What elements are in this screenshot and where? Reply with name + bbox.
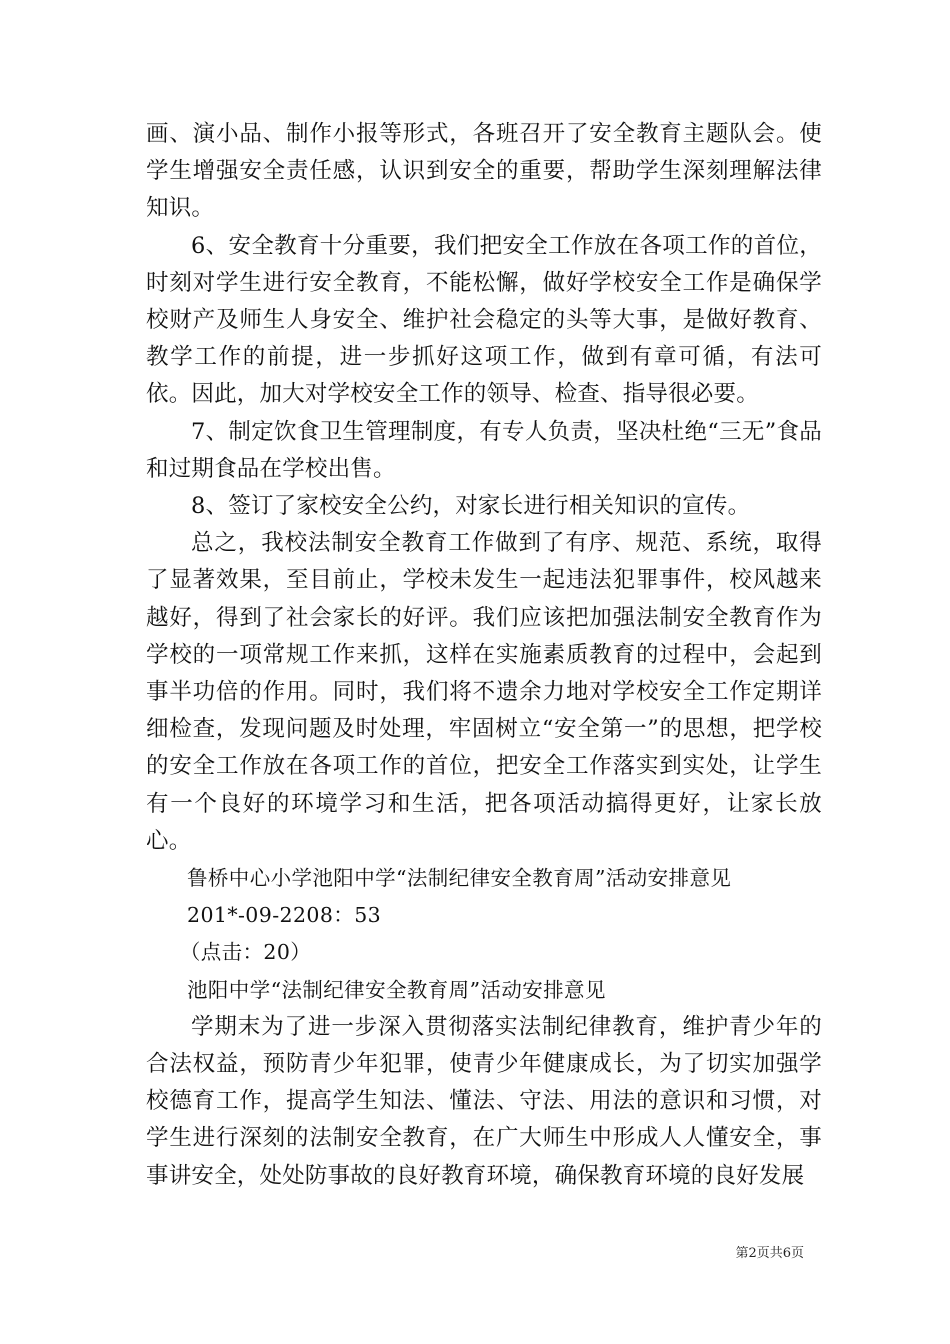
article-title: 鲁桥中心小学池阳中学“法制纪律安全教育周”活动安排意见 [187, 866, 732, 891]
section-title: 池阳中学“法制纪律安全教育周”活动安排意见 [187, 977, 606, 1002]
paragraph-item-7: 7、制定饮食卫生管理制度，有专人负责，坚决杜绝“三无”食品和过期食品在学校出售。 [146, 418, 822, 482]
paragraph-intro: 学期末为了进一步深入贯彻落实法制纪律教育，维护青少年的合法权益，预防青少年犯罪，使青少年健康成长，为了切实加强学校德育工作，提高学生知法、懂法、守法、用法的意识和习惯，对学生进行深刻的法制安全教育，在广大师生中形成人人懂安全，事事讲安全，处处防事故的良好教育环境，确保教育环境的良好发展 [146, 1013, 822, 1189]
page-number: 第2页共6页 [735, 1246, 804, 1261]
paragraph-item-6: 6、安全教育十分重要，我们把安全工作放在各项工作的首位，时刻对学生进行安全教育，不能松懈，做好学校安全工作是确保学校财产及师生人身安全、维护社会稳定的头等大事，是做好教育、教学工作的前提，进一步抓好这项工作，做到有章可循，有法可依。因此，加大对学校安全工作的领导、检查、指导很必要。 [146, 232, 822, 408]
paragraph-continuation: 画、演小品、制作小报等形式，各班召开了安全教育主题队会。使学生增强安全责任感，认识到安全的重要，帮助学生深刻理解法律知识。 [146, 121, 822, 222]
article-click-count: （点击：20） [179, 940, 312, 965]
paragraph-item-8: 8、签订了家校安全公约，对家长进行相关知识的宣传。 [191, 493, 751, 520]
article-datetime: 201*-09-2208：53 [187, 903, 382, 928]
document-body [146, 116, 822, 1195]
paragraph-summary: 总之，我校法制安全教育工作做到了有序、规范、系统，取得了显著效果，至目前止，学校未发生一起违法犯罪事件，校风越来越好，得到了社会家长的好评。我们应该把加强法制安全教育作为学校的一项常规工作来抓，这样在实施素质教育的过程中，会起到事半功倍的作用。同时，我们将不遗余力地对学校安全工作定期详细检查，发现问题及时处理，牢固树立“安全第一”的思想，把学校的安全工作放在各项工作的首位，把安全工作落实到实处，让学生有一个良好的环境学习和生活，把各项活动搞得更好，让家长放心。 [146, 530, 822, 854]
